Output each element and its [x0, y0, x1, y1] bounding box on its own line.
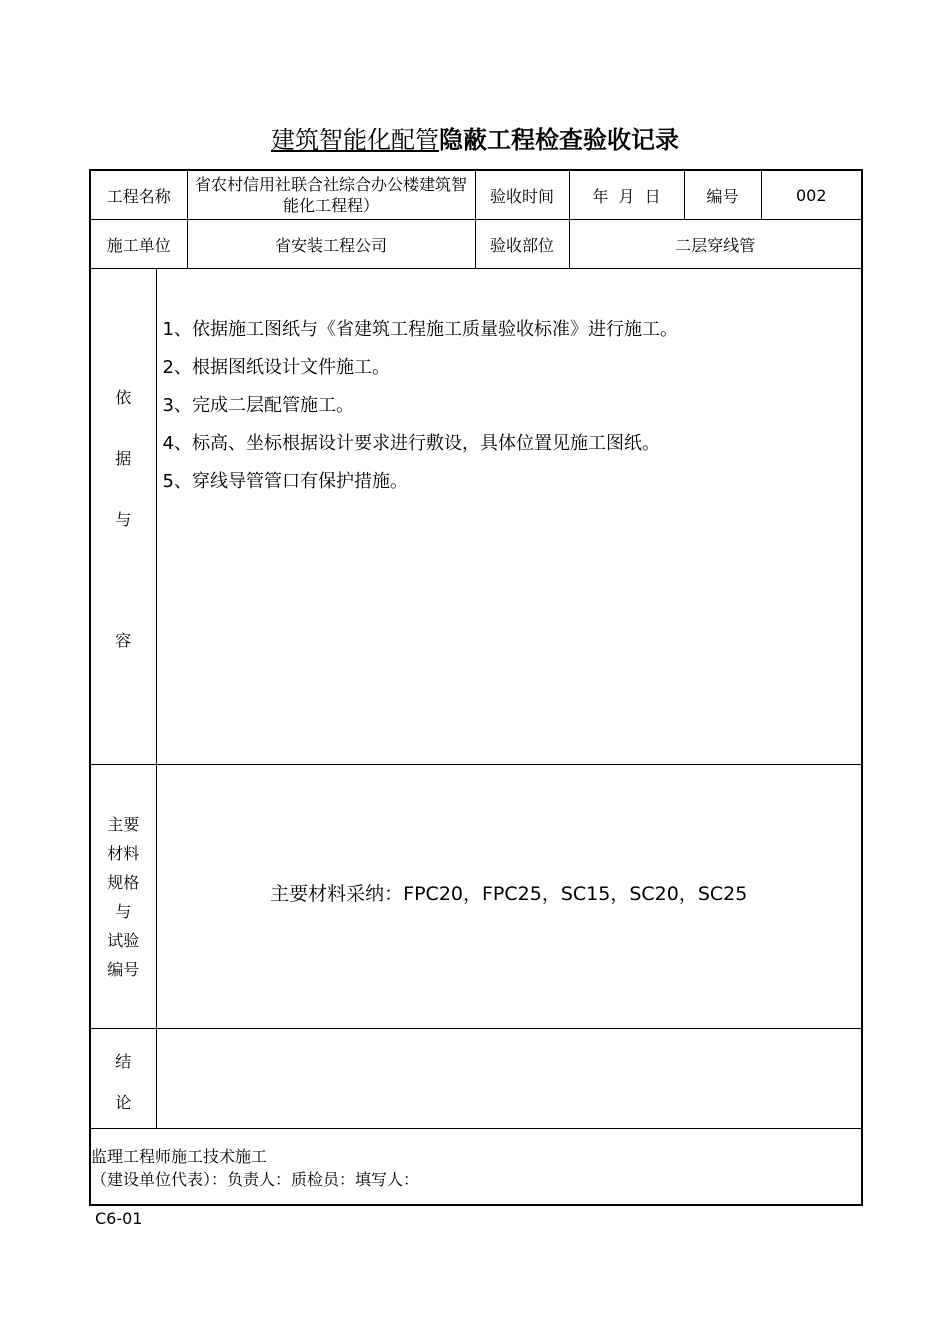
materials-label-line: 材料	[107, 843, 140, 863]
form-code: C6-01	[95, 1209, 143, 1228]
materials-label-line: 编号	[107, 959, 140, 979]
header-row-2	[90, 220, 862, 269]
number-label: 编号	[684, 170, 761, 220]
basis-item: 3、完成二层配管施工。	[162, 395, 354, 416]
signature-line-2: （建设单位代表）：负责人：质检员：填写人：	[91, 1170, 420, 1189]
basis-list	[157, 269, 862, 505]
project-name-label: 工程名称	[90, 170, 187, 220]
conclusion-row	[90, 1029, 862, 1129]
basis-label	[90, 269, 156, 765]
contractor-label: 施工单位	[90, 220, 187, 269]
inspection-time-value: 年 月 日	[569, 170, 684, 220]
inspection-form	[89, 169, 863, 1206]
basis-item: 2、根据图纸设计文件施工。	[162, 357, 390, 378]
basis-label-char: 容	[115, 631, 132, 650]
materials-label-line: 试验	[107, 930, 140, 950]
materials-label-line: 主要	[107, 814, 140, 834]
basis-item: 4、标高、坐标根据设计要求进行敷设，具体位置见施工图纸。	[162, 433, 660, 454]
conclusion-label-char: 结	[115, 1052, 132, 1071]
materials-label	[90, 765, 156, 1029]
materials-content: 主要材料采纳：FPC20，FPC25，SC15，SC20，SC25	[156, 765, 862, 1029]
basis-content	[156, 269, 862, 765]
basis-row	[90, 269, 862, 765]
materials-label-line: 与	[115, 901, 132, 921]
header-row-1	[90, 170, 862, 220]
basis-label-char: 据	[115, 449, 132, 468]
inspection-part-label: 验收部位	[475, 220, 569, 269]
basis-item: 5、穿线导管管口有保护措施。	[162, 471, 408, 492]
signature-area	[90, 1129, 862, 1205]
contractor-value: 省安装工程公司	[187, 220, 475, 269]
signature-line-1: 监理工程师施工技术施工	[91, 1147, 268, 1166]
page-title	[0, 120, 950, 155]
inspection-part-value: 二层穿线管	[569, 220, 862, 269]
title-part-2: 隐蔽工程检查验收记录	[439, 126, 679, 154]
materials-label-line: 规格	[107, 872, 140, 892]
basis-label-char: 依	[115, 388, 132, 407]
basis-label-char: 与	[115, 510, 132, 529]
inspection-time-label: 验收时间	[475, 170, 569, 220]
basis-item: 1、依据施工图纸与《省建筑工程施工质量验收标准》进行施工。	[162, 319, 678, 340]
title-part-1: 建筑智能化配管	[271, 126, 439, 154]
conclusion-label	[90, 1029, 156, 1129]
project-name-value: 省农村信用社联合社综合办公楼建筑智能化工程程）	[187, 170, 475, 220]
conclusion-content	[156, 1029, 862, 1129]
number-value: 002	[761, 170, 862, 220]
conclusion-label-char: 论	[115, 1093, 132, 1112]
footer-row	[90, 1129, 862, 1205]
materials-row	[90, 765, 862, 1029]
